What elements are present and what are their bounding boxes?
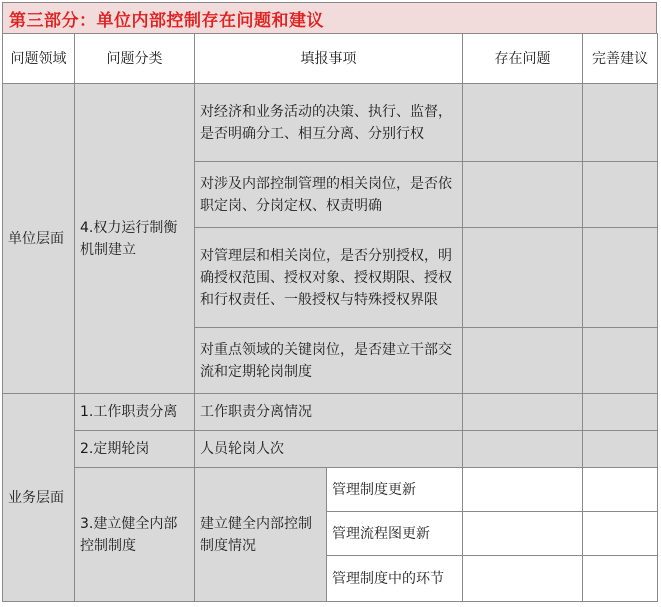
business-category-3: 3.建立健全内部控制制度 (75, 468, 195, 602)
unit-row-1 (3, 84, 658, 162)
header-issue: 存在问题 (463, 34, 583, 84)
control-issue-cell-3[interactable] (463, 556, 583, 602)
unit-suggestion-cell-2[interactable] (583, 162, 658, 228)
unit-suggestion-cell-3[interactable] (583, 228, 658, 328)
header-row (3, 34, 658, 84)
unit-item-3: 对管理层和相关岗位，是否分别授权，明确授权范围、授权对象、授权期限、授权和行权责任、一般授权与特殊授权界限 (195, 228, 463, 328)
unit-item-4: 对重点领域的关键岗位，是否建立干部交流和定期轮岗制度 (195, 328, 463, 394)
business-row-2 (3, 431, 658, 468)
header-area: 问题领域 (3, 34, 75, 84)
control-suggestion-cell-1[interactable] (583, 468, 658, 512)
business-level-label: 业务层面 (3, 394, 75, 602)
business-suggestion-cell-1[interactable] (583, 394, 658, 431)
control-suggestion-cell-3[interactable] (583, 556, 658, 602)
control-suggestion-cell-2[interactable] (583, 512, 658, 556)
control-subitem-1: 管理制度更新 (327, 468, 463, 512)
unit-suggestion-cell-4[interactable] (583, 328, 658, 394)
control-issue-cell-1[interactable] (463, 468, 583, 512)
control-subitem-3: 管理制度中的环节 (327, 556, 463, 602)
header-suggestion: 完善建议 (583, 34, 658, 84)
business-item-1: 工作职责分离情况 (195, 394, 463, 431)
control-subitem-2: 管理流程图更新 (327, 512, 463, 556)
unit-level-label: 单位层面 (3, 84, 75, 394)
business-row-3 (3, 468, 658, 512)
header-category: 问题分类 (75, 34, 195, 84)
section-title: 第三部分：单位内部控制存在问题和建议 (2, 2, 657, 34)
unit-issue-cell-3[interactable] (463, 228, 583, 328)
header-item: 填报事项 (195, 34, 463, 84)
unit-category: 4.权力运行制衡机制建立 (75, 84, 195, 394)
unit-issue-cell-1[interactable] (463, 84, 583, 162)
business-issue-cell-1[interactable] (463, 394, 583, 431)
unit-issue-cell-2[interactable] (463, 162, 583, 228)
unit-issue-cell-4[interactable] (463, 328, 583, 394)
issues-table (2, 33, 658, 602)
business-item-2: 人员轮岗人次 (195, 431, 463, 468)
business-issue-cell-2[interactable] (463, 431, 583, 468)
business-category-1: 1.工作职责分离 (75, 394, 195, 431)
unit-suggestion-cell-1[interactable] (583, 84, 658, 162)
business-category-2: 2.定期轮岗 (75, 431, 195, 468)
unit-item-2: 对涉及内部控制管理的相关岗位，是否依职定岗、分岗定权、权责明确 (195, 162, 463, 228)
unit-item-1: 对经济和业务活动的决策、执行、监督，是否明确分工、相互分离、分别行权 (195, 84, 463, 162)
business-row-1 (3, 394, 658, 431)
control-issue-cell-2[interactable] (463, 512, 583, 556)
business-suggestion-cell-2[interactable] (583, 431, 658, 468)
business-item-3: 建立健全内部控制制度情况 (195, 468, 327, 602)
